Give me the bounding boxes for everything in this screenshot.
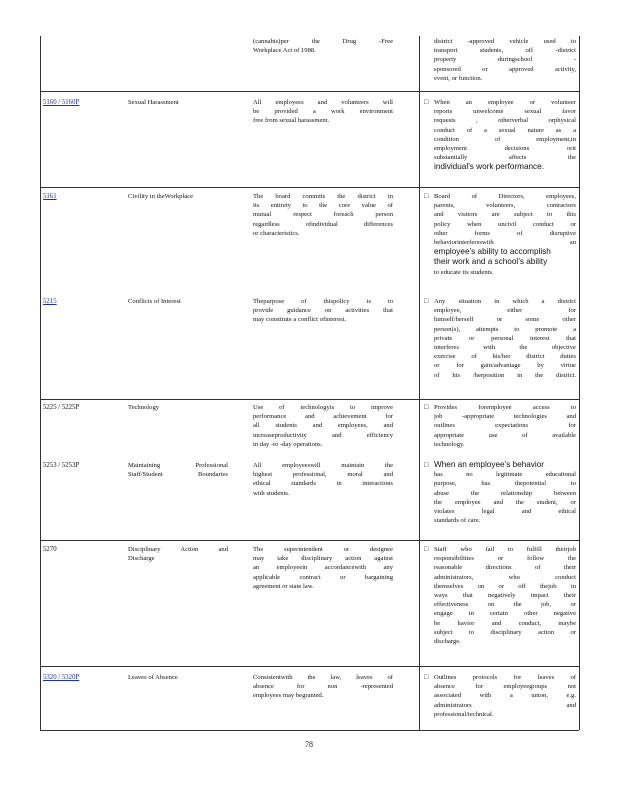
row-rule [40, 91, 579, 92]
bullet-icon: □ [424, 673, 429, 681]
row-description: Thepurpose of thispolicy is to provide guidance on activities that may constitute a conflict ofinterest. [253, 298, 393, 324]
row-description: Consistentwith the law, leaves of absence for non -represented employees may begranted. [253, 674, 393, 700]
policy-code-5225: 5225 / 5225P [43, 404, 80, 411]
row-note: Staff who fail to fulfill theirjob responsibilities or follow the reasonable directions of their administrators, who conduct themselves on or off thejob in ways that negatively impact their effectiveness on the job, or engage in certain other negative be havior and conduct, maybe subject to disciplinary action or discharge. [434, 546, 576, 646]
row-description: All employeeswill maintain the highest professional, moral and ethical standards in interactions with students. [253, 462, 393, 497]
policy-title: Technology [128, 404, 160, 411]
policy-code-5270: 5270 [43, 546, 57, 553]
row-note: Provides foremployee access to job -appropriate technologies and outlines expectations for appropriate use of available technology. [434, 404, 576, 448]
row-description: All employees and volunteers will be provided a work environment free from sexual harassment. [253, 99, 393, 125]
page-number: 78 [305, 740, 313, 749]
policy-title: Conflicts of Interest [128, 298, 181, 305]
bullet-icon: □ [424, 98, 429, 106]
bullet-icon: □ [424, 461, 429, 469]
row-description: The superintendent or designee may take disciplinary action against an employeein accordancewith any applicable contract or bargaining agreement or state law. [253, 546, 393, 590]
row-note: Outlines protocols for leaves of absence for employeegroups not associated with a union, e.g. administrators and professional/technical. [434, 674, 576, 718]
policy-code-5253: 5253 / 5253P [43, 462, 80, 469]
row-note: When an employee or volunteer reports unwelcome sexual favor requests , otherverbal orphysical conduct of a sexual nature as a condition of employment,in employment decisions orit substantially affects the individual’s work performance. [434, 99, 576, 172]
row-note: Any situation in which a district employee, either for himself/herself or some other person(s), attempts to promote a private or personal interest that interferes with the objective exercise of his/her district duties or for gain/advantage by virtue of his /herposition in the district. [434, 298, 576, 379]
row-rule [40, 666, 579, 667]
row-note: Board of Directors, employees, parents, volunteers, contractors and visitors are subject to this policy when uncivil conduct or other forms of disruptive behaviorinterfereswith an employee’s ability to accomplish their work and a school’s ability to educate its students. [434, 193, 576, 276]
policy-title: Sexual Harassment [128, 99, 179, 106]
row-rule [40, 399, 579, 400]
row-description: The board commits the district in its entirety to the core value of mutual respect foreach person regardless ofindividual differences or characteristics. [253, 193, 393, 237]
policy-link-5215[interactable]: 5215 [43, 298, 57, 305]
policy-title: Civility in theWorkplace [128, 193, 194, 200]
row-rule [40, 540, 579, 541]
row-description: Use of technologyis to improve performance and achievement for all students and employees, and increaseproductivity and efficiency in day -to -day operations. [253, 404, 393, 448]
row-rule [40, 730, 579, 731]
policy-title: Maintaining Professional Staff/Student Boundaries [128, 462, 228, 479]
table-divider-right [579, 36, 580, 730]
table-divider-left [40, 36, 41, 730]
bullet-icon: □ [424, 403, 429, 411]
policy-link-5320[interactable]: 5320 / 5320P [43, 674, 80, 681]
bullet-icon: □ [424, 192, 429, 200]
row-description: (cannabis)per the Drug -Free Workplace Act of 1988. [253, 38, 393, 55]
policy-link-5161[interactable]: 5161 [43, 193, 57, 200]
row-note: When an employee’s behavior has no legitimate educational purpose, has thepotential to abuse the relationship between the employee and the student, or violates legal and ethical standards of care. [434, 460, 576, 525]
policy-link-5160[interactable]: 5160 / 5160P [43, 99, 80, 106]
row-rule [40, 187, 579, 188]
bullet-icon: □ [424, 545, 429, 553]
bullet-icon: □ [424, 297, 429, 305]
policy-title: Leaves of Absence [128, 674, 178, 681]
row-note: district -approved vehicle used to transport students, off -district property duringschool - sponsored or approved activity, event, or function. [434, 38, 576, 82]
table-divider-mid [419, 36, 420, 730]
policy-title: Disciplinary Action and Discharge [128, 546, 228, 563]
